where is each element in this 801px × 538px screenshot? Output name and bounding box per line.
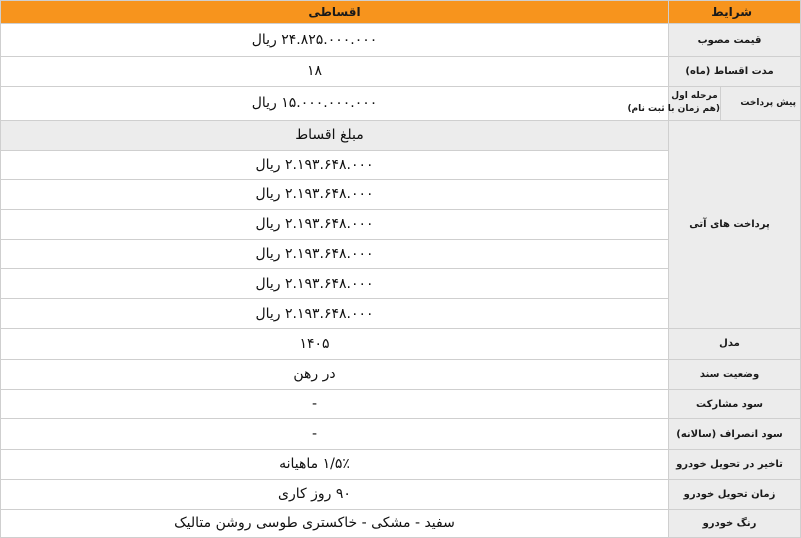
installment-period-value: ۱۸ xyxy=(1,56,669,86)
installment-amount-value: ۲.۱۹۳.۶۴۸.۰۰۰ ریال xyxy=(1,298,669,328)
conditions-header: شرایط xyxy=(669,1,801,24)
document-status-label: وضعیت سند xyxy=(669,359,801,389)
table-row xyxy=(1,509,801,537)
table-row xyxy=(1,389,801,418)
delivery-time-label: زمان تحویل خودرو xyxy=(669,480,801,509)
future-payments-label: پرداخت های آتی xyxy=(669,120,801,329)
prepayment-label: پیش پرداخت xyxy=(721,87,801,120)
installment-amount-value: ۲.۱۹۳.۶۴۸.۰۰۰ ریال xyxy=(1,150,669,179)
table-row xyxy=(1,329,801,359)
table-row xyxy=(1,87,801,120)
delivery-delay-value: ۱/۵٪ ماهیانه xyxy=(1,449,669,479)
table-row xyxy=(1,120,801,150)
table-row xyxy=(1,359,801,389)
model-value: ۱۴۰۵ xyxy=(1,329,669,359)
installment-amount-header: مبلغ اقساط xyxy=(1,120,669,150)
prepayment-value: ۱۵.۰۰۰.۰۰۰.۰۰۰ ریال xyxy=(1,87,669,120)
delivery-delay-label: تاخیر در تحویل خودرو xyxy=(669,449,801,479)
stage-line-1: مرحله اول xyxy=(671,91,718,102)
car-color-label: رنگ خودرو xyxy=(669,509,801,537)
delivery-time-value: ۹۰ روز کاری xyxy=(1,480,669,509)
approved-price-value: ۲۴.۸۲۵.۰۰۰.۰۰۰ ریال xyxy=(1,24,669,56)
model-label: مدل xyxy=(669,329,801,359)
prepayment-stage-label xyxy=(627,87,721,120)
document-status-value: در رهن xyxy=(1,359,669,389)
table-header-row xyxy=(1,1,801,24)
table-row xyxy=(1,56,801,86)
installment-period-label: مدت اقساط (ماه) xyxy=(669,56,801,86)
approved-price-label: قیمت مصوب xyxy=(669,24,801,56)
table-row xyxy=(1,419,801,449)
installments-header: اقساطی xyxy=(1,1,669,24)
cancellation-profit-label: سود انصراف (سالانه) xyxy=(669,419,801,449)
cancellation-profit-value: - xyxy=(1,419,669,449)
stage-line-2: (هم زمان با ثبت نام) xyxy=(627,104,721,115)
table-row xyxy=(1,449,801,479)
table-row xyxy=(1,480,801,509)
table-row xyxy=(1,24,801,56)
participation-profit-value: - xyxy=(1,389,669,418)
installment-amount-value: ۲.۱۹۳.۶۴۸.۰۰۰ ریال xyxy=(1,180,669,209)
car-color-value: سفید - مشکی - خاکستری طوسی روشن متالیک xyxy=(1,509,669,537)
installment-amount-value: ۲.۱۹۳.۶۴۸.۰۰۰ ریال xyxy=(1,240,669,269)
installment-amount-value: ۲.۱۹۳.۶۴۸.۰۰۰ ریال xyxy=(1,209,669,239)
participation-profit-label: سود مشارکت xyxy=(669,389,801,418)
installment-amount-value: ۲.۱۹۳.۶۴۸.۰۰۰ ریال xyxy=(1,269,669,298)
